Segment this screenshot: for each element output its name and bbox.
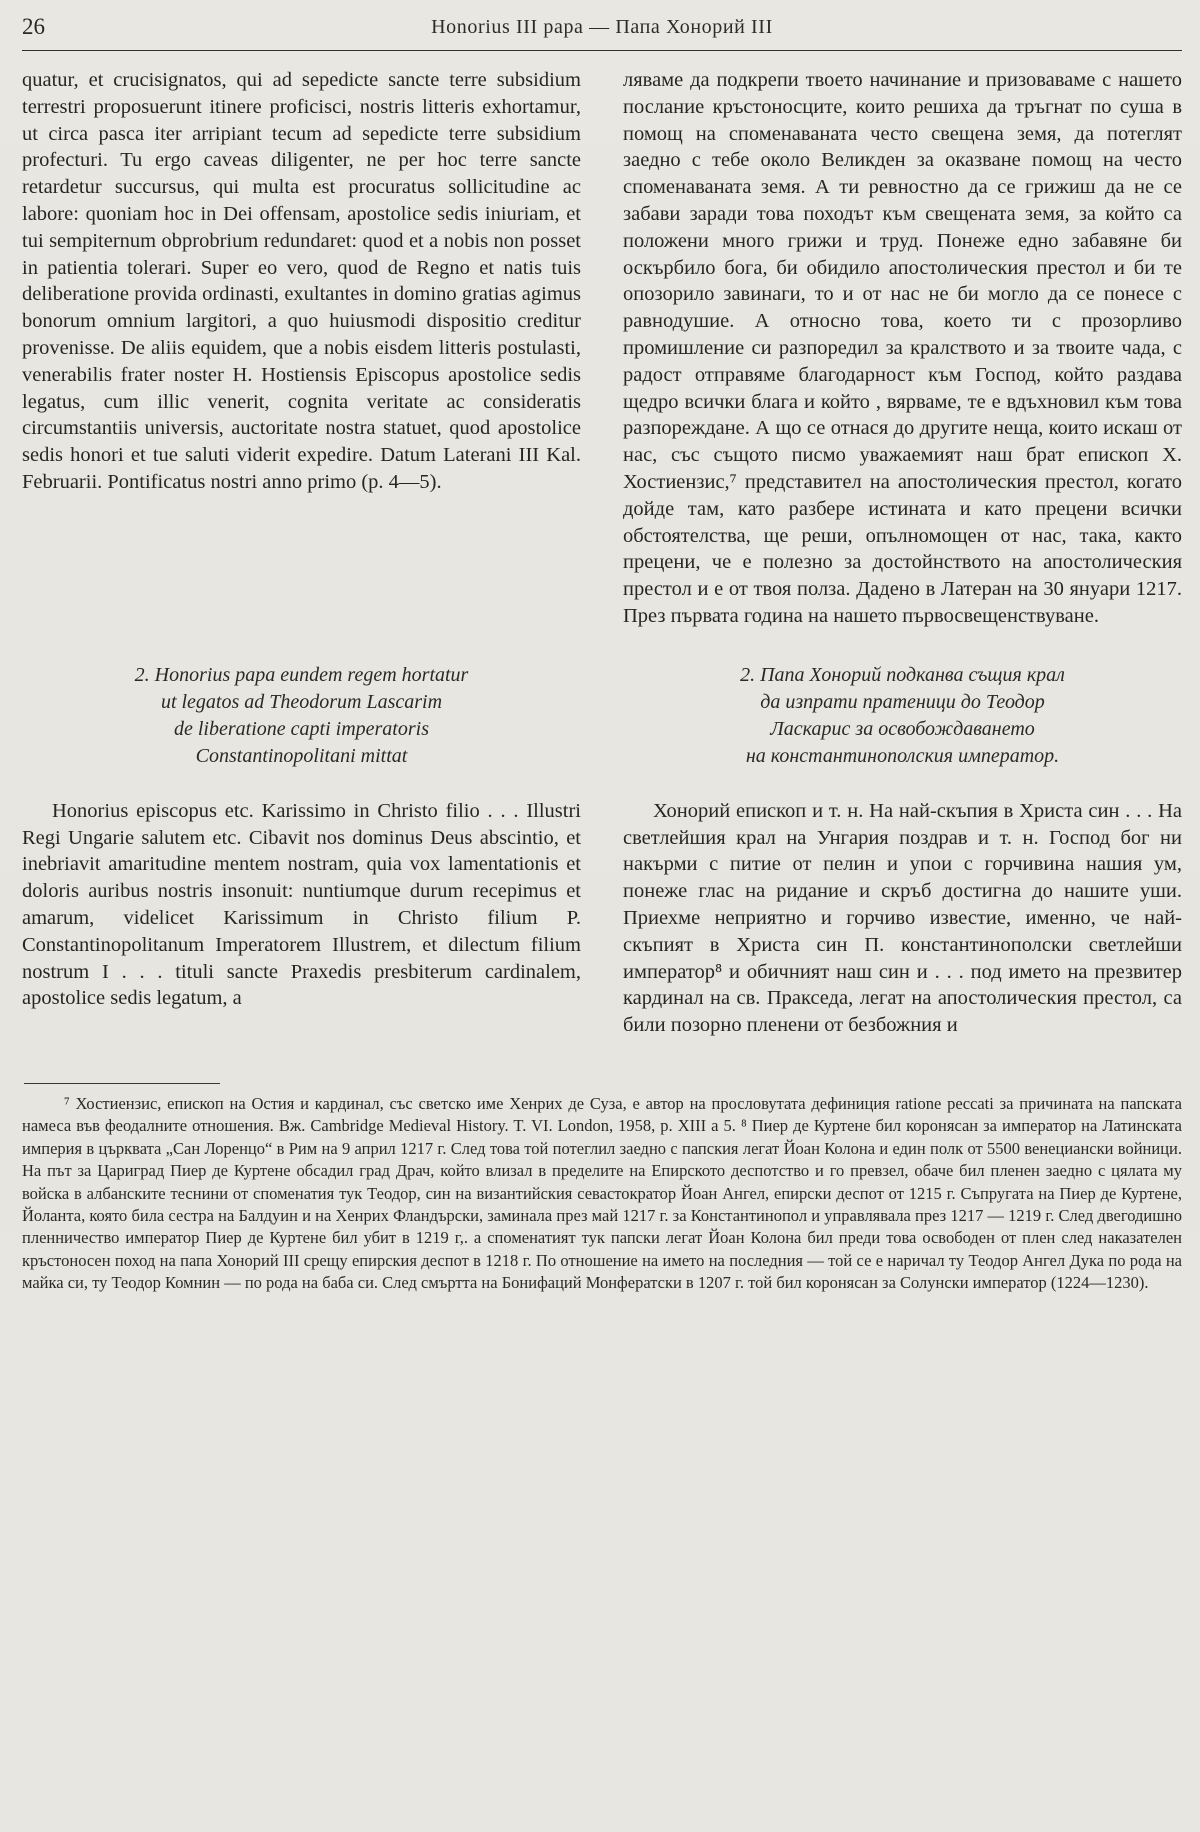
latin-heading-line: 2. Honorius papa eundem regem hortatur <box>134 663 469 686</box>
bulgarian-section-heading <box>623 662 1182 770</box>
latin-heading-line: ut legatos ad Theodorum Lascarim <box>160 690 443 713</box>
running-title: Honorius III papa — Папа Хонорий III <box>431 16 773 38</box>
latin-heading-line: Constantinopolitani mittat <box>195 744 408 767</box>
header-rule <box>22 50 1182 51</box>
footnote-block <box>22 1093 1182 1295</box>
footnotes-section <box>22 1083 1182 1295</box>
bulgarian-continuation-paragraph: ляваме да подкрепи твоето начинание и призоваваме с нашето послание кръстоносците, които решиха да тръгнат по суша в помощ на споменаваната често свещена земя, да потеглят заедно с тебе около Великден за оказване помощ на често споменаваната земя. А ти ревностно да се грижиш да не се забави заради това походът към свещената земя, за който са положени много грижи и труд. Понеже едно забавяне би оскърбило бога, би обидило апостолическия престол и би те опозорило завинаги, то и от нас не би могло да се понесе с равнодушие. А относно това, което ти с прозорливо промишление си разпоредил за кралството и за твоите чада, с радост отправяме благодарност към Господ, който раздава щедро всички блага и който , вярваме, те е вдъхновил към това разпореждане. А що се отнася до другите неща, които искаш от нас, със същото писмо уважаемият наш брат епископ X. Хостиензис,⁷ представител на апостолическия престол, когато дойде там, като разбере истината и като прецени всички обстоятелства, ще реши, опълномощен от нас, така, както прецени, че е полезно за достойнството на апостолическия престол и е от твоя полза. Дадено в Латеран на 30 януари 1217. През първата година на нашето първосвещенствуване. <box>623 69 1182 627</box>
latin-heading-line: de liberatione capti imperatoris <box>174 717 429 740</box>
footnote-rule <box>24 1083 220 1084</box>
footnote-8: ⁸ Пиер де Куртене бил коронясан за император на Латинската империя в църквата „Сан Лоренцо“ в Рим на 9 април 1217 г. След това той потеглил заедно с папския легат Йоан Колона и един полк от 5500 венециански войници. На път за Цариград Пиер де Куртене обсадил град Драч, който влизал в пределите на Епирското деспотство и го превзел, обаче бил пленен заедно с цялата му войска в албанските теснини от споменатия тук Теодор, син на византийския севастократор Йоан Ангел, епирски деспот от 1215 г. Съпругата на Пиер де Куртене, Йоланта, която била сестра на Балдуин и на Хенрих Фландърски, заминала през май 1217 г. за Константинопол и управлявала през 1217 — 1219 г. След двегодишно пленничество император Пиер де Куртене бил убит в 1219 г,. а споменатият тук папски легат Йоан Колона бил преди това освободен от плен след наказателен кръстоносен поход на папа Хонорий III срещу епирския деспот в 1218 г. По отношение на името на последния — той се е наричал ту Теодор Ангел Дука по рода на майка си, ту Теодор Комнин — по рода на баба си. След смъртта на Бонифаций Монфератски в 1207 г. той бил коронясан за Солунски император (1224—1230). <box>22 1116 1182 1293</box>
latin-continuation-paragraph: quatur, et crucisignatos, qui ad sepedicte sancte terre subsidium terrestri proposuerunt itinere proficisci, nostris litteris exhortamur, ut circa pasca iter arripiant tecum ad sepedicte terre subsidium profecturi. Tu ergo caveas diligenter, ne per hoc terre sancte retardetur succursus, qui multa est procuratus sollicitudine ac labore: quoniam hoc in Dei offensam, apostolice sedis iniuriam, et tui sempiternum obprobrium redundaret: quod et a nobis non posset in patientia tolerari. Super eo vero, quod de Regno et natis tuis deliberatione provida ordinasti, exultantes in domino gratias agimus bonorum omnium largitori, a quo huiusmodi dispositio creditur provenisse. De aliis equidem, que a nobis eisdem litteris postulasti, venerabilis frater noster H. Hostiensis Episcopus apostolice sedis legatus, cum illic venerit, cognita veritate ac consideratis circumstantiis universis, auctoritate nostra statuet, quod apostolice sedis honori et tue saluti viderit expedire. Datum Laterani III Kal. Februarii. Pontificatus nostri anno primo (p. 4—5). <box>22 69 581 493</box>
bulgarian-heading-line: 2. Папа Хонорий подканва същия крал <box>740 663 1065 686</box>
bulgarian-heading-line: Ласкарис за освобождаването <box>770 717 1035 740</box>
footnote-7: ⁷ Хостиензис, епископ на Остия и кардинал, със светско име Хенрих де Суза, е автор на прословутата дефиниция ratione peccati за причината на папската намеса във феодалните отношения. Вж. Cambridge Medieval History. T. VI. London, 1958, p. XIII а 5. <box>22 1093 1182 1136</box>
latin-section-heading <box>22 662 581 770</box>
bulgarian-heading-line: на константинополския император. <box>745 744 1060 767</box>
bulgarian-heading-line: да изпрати пратеници до Теодор <box>760 690 1045 713</box>
page-header <box>22 12 1182 48</box>
page-number: 26 <box>22 14 45 39</box>
latin-paragraph: Honorius episcopus etc. Karissimo in Christo filio . . . Illustri Regi Ungarie salutem etc. Cibavit nos dominus Deus abscintio, et inebriavit amaritudine mentem nostram, quia vox lamentationis et doloris auribus nostris insonuit: nuntiumque durum recepimus et amarum, videlicet Karissimum in Christo filium P. Constantinopolitanum Imperatorem Illustrem, et dilectum filium nostrum I . . . tituli sancte Praxedis presbiterum cardinalem, apostolice sedis legatum, a <box>22 799 581 1010</box>
two-column-text <box>22 67 1182 1039</box>
bulgarian-paragraph: Хонорий епископ и т. н. На най-скъпия в Христа син . . . На светлейшия крал на Унгария поздрав и т. н. Господ бог ни накърми с питие от пелин и упои с горчивина нашия ум, понеже глас на ридание и скръб достигна до нашите уши. Приехме неприятно и горчиво известие, именно, че най-скъпият в Христа син П. константинополски светлейши император⁸ и обичният наш син и . . . под името на презвитер кардинал на св. Пракседа, легат на апостолическия престол, са били позорно пленени от безбожния и <box>623 799 1182 1037</box>
